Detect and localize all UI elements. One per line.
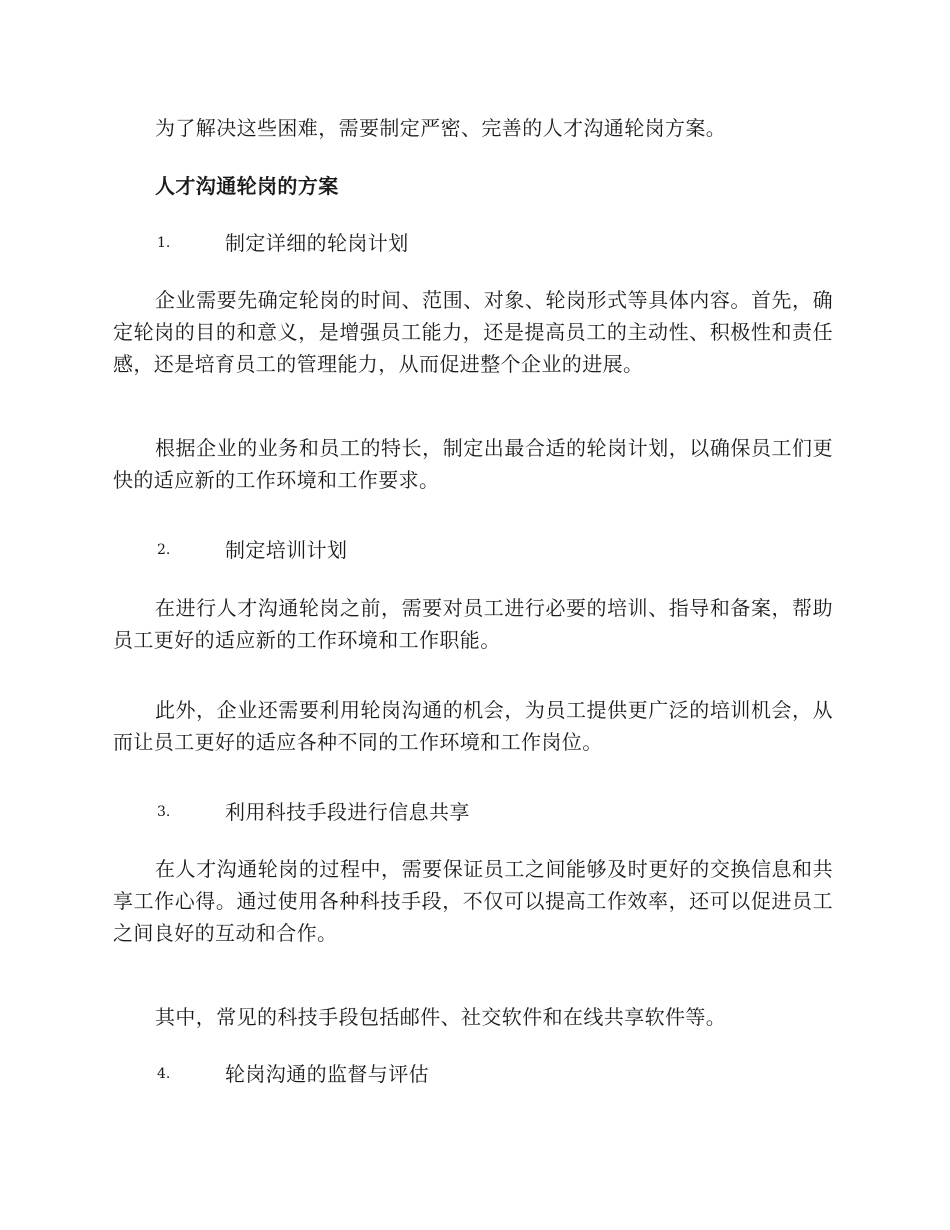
list-item-1-number: 1. (157, 235, 171, 251)
item-2-paragraph-2: 此外，企业还需要利用轮岗沟通的机会，为员工提供更广泛的培训机会，从而让员工更好的适应各种不同的工作环境和工作岗位。 (113, 698, 833, 754)
list-item-4-title: 轮岗沟通的监督与评估 (225, 1062, 429, 1086)
intro-paragraph: 为了解决这些困难，需要制定严密、完善的人才沟通轮岗方案。 (155, 116, 727, 140)
item-3-paragraph-2: 其中，常见的科技手段包括邮件、社交软件和在线共享软件等。 (155, 1005, 727, 1029)
list-item-3-title: 利用科技手段进行信息共享 (225, 800, 470, 824)
list-item-2-title: 制定培训计划 (225, 538, 348, 562)
item-1-paragraph-2: 根据企业的业务和员工的特长，制定出最合适的轮岗计划，以确保员工们更快的适应新的工作环境和工作要求。 (113, 436, 833, 492)
list-item-3-heading (157, 796, 470, 828)
list-item-4-number: 4. (157, 1066, 171, 1082)
item-3-paragraph-1: 在人才沟通轮岗的过程中，需要保证员工之间能够及时更好的交换信息和共享工作心得。通过使用各种科技手段，不仅可以提高工作效率，还可以促进员工之间良好的互动和合作。 (113, 857, 833, 945)
list-item-4-heading (157, 1058, 429, 1090)
list-item-2-heading (157, 534, 347, 566)
item-1-paragraph-1: 企业需要先确定轮岗的时间、范围、对象、轮岗形式等具体内容。首先，确定轮岗的目的和意义，是增强员工能力，还是提高员工的主动性、积极性和责任感，还是培育员工的管理能力，从而促进整个企业的进展。 (113, 288, 833, 376)
list-item-1-title: 制定详细的轮岗计划 (225, 231, 409, 255)
section-heading: 人才沟通轮岗的方案 (155, 174, 339, 198)
list-item-2-number: 2. (157, 542, 171, 558)
list-item-1-heading (157, 227, 409, 259)
list-item-3-number: 3. (157, 804, 171, 820)
item-2-paragraph-1: 在进行人才沟通轮岗之前，需要对员工进行必要的培训、指导和备案，帮助员工更好的适应新的工作环境和工作职能。 (113, 596, 833, 652)
